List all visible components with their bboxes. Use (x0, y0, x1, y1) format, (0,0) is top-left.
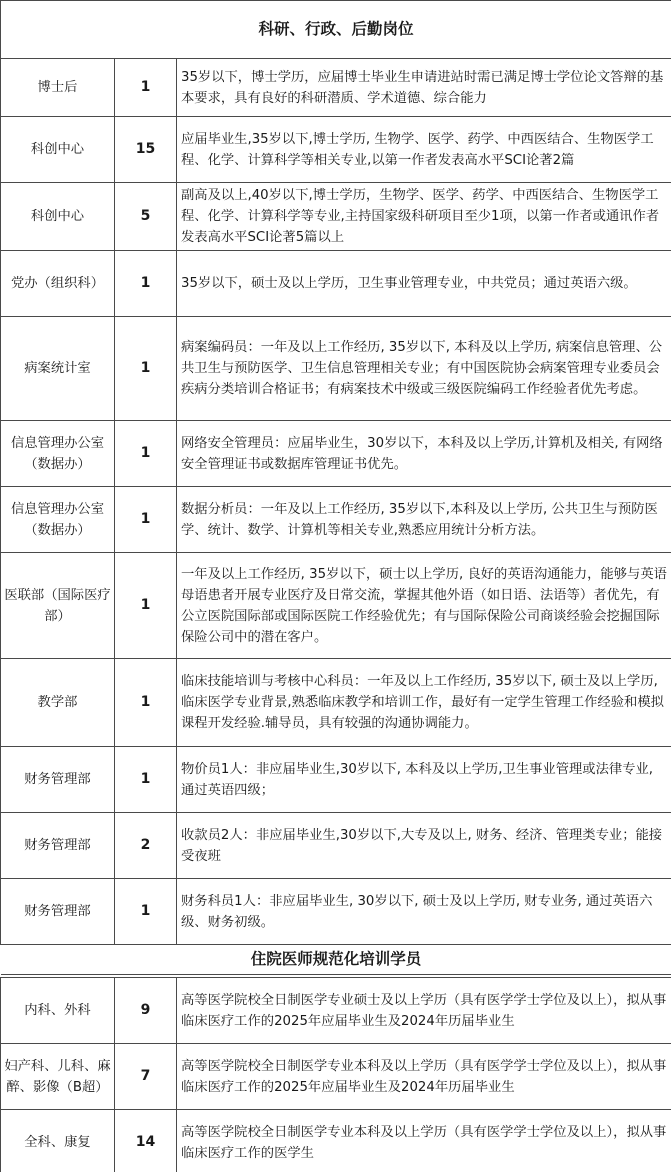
table-row (1, 879, 671, 945)
department-cell: 病案统计室 (1, 317, 115, 421)
department-cell: 妇产科、儿科、麻醉、影像（B超） (1, 1044, 115, 1110)
table-row (1, 747, 671, 813)
table-row (1, 1044, 671, 1110)
department-cell: 财务管理部 (1, 879, 115, 945)
count-cell: 2 (115, 813, 177, 879)
requirement-cell: 网络安全管理员：应届毕业生，30岁以下，本科及以上学历,计算机及相关, 有网络安全管理证书或数据库管理证书优先。 (177, 421, 671, 487)
department-cell: 医联部（国际医疗部） (1, 553, 115, 659)
count-cell: 1 (115, 553, 177, 659)
requirement-cell: 35岁以下，博士学历，应届博士毕业生申请进站时需已满足博士学位论文答辩的基本要求，具有良好的科研潜质、学术道德、综合能力 (177, 59, 671, 117)
section-title: 住院医师规范化培训学员 (1, 945, 671, 975)
department-cell: 博士后 (1, 59, 115, 117)
department-cell: 财务管理部 (1, 813, 115, 879)
table-row (1, 813, 671, 879)
department-cell: 科创中心 (1, 117, 115, 183)
table-row (1, 978, 671, 1044)
department-cell: 财务管理部 (1, 747, 115, 813)
count-cell: 1 (115, 59, 177, 117)
section-header-row (1, 945, 671, 975)
table-row (1, 553, 671, 659)
requirement-cell: 收款员2人：非应届毕业生,30岁以下,大专及以上, 财务、经济、管理类专业；能接受夜班 (177, 813, 671, 879)
table-row (1, 59, 671, 117)
count-cell: 1 (115, 317, 177, 421)
table-row (1, 117, 671, 183)
table-row (1, 659, 671, 747)
count-cell: 14 (115, 1110, 177, 1172)
section-title: 科研、行政、后勤岗位 (1, 1, 671, 59)
table-row (1, 1110, 671, 1172)
department-cell: 信息管理办公室（数据办） (1, 421, 115, 487)
requirement-cell: 物价员1人：非应届毕业生,30岁以下, 本科及以上学历,卫生事业管理或法律专业, 通过英语四级； (177, 747, 671, 813)
count-cell: 9 (115, 978, 177, 1044)
requirement-cell: 临床技能培训与考核中心科员：一年及以上工作经历, 35岁以下, 硕士及以上学历, 临床医学专业背景,熟悉临床教学和培训工作，最好有一定学生管理工作经验和模拟课程开发经验.辅导员，具有较强的沟通协调能力。 (177, 659, 671, 747)
requirement-cell: 副高及以上,40岁以下,博士学历，生物学、医学、药学、中西医结合、生物医学工程、化学、计算科学等专业,主持国家级科研项目至少1项，以第一作者或通讯作者发表高水平SCI论著5篇以上 (177, 183, 671, 251)
table-row (1, 317, 671, 421)
count-cell: 1 (115, 487, 177, 553)
department-cell: 信息管理办公室（数据办） (1, 487, 115, 553)
count-cell: 7 (115, 1044, 177, 1110)
count-cell: 5 (115, 183, 177, 251)
table-row (1, 251, 671, 317)
count-cell: 1 (115, 879, 177, 945)
count-cell: 1 (115, 747, 177, 813)
table-row (1, 487, 671, 553)
requirement-cell: 高等医学院校全日制医学专业硕士及以上学历（具有医学学士学位及以上），拟从事临床医疗工作的2025年应届毕业生及2024年历届毕业生 (177, 978, 671, 1044)
department-cell: 全科、康复 (1, 1110, 115, 1172)
requirement-cell: 35岁以下，硕士及以上学历，卫生事业管理专业，中共党员；通过英语六级。 (177, 251, 671, 317)
department-cell: 科创中心 (1, 183, 115, 251)
requirement-cell: 一年及以上工作经历, 35岁以下，硕士以上学历, 良好的英语沟通能力，能够与英语母语患者开展专业医疗及日常交流，掌握其他外语（如日语、法语等）者优先，有公立医院国际部或国际医院工作经验优先；有与国际保险公司商谈经验会挖掘国际保险公司中的潜在客户。 (177, 553, 671, 659)
department-cell: 内科、外科 (1, 978, 115, 1044)
table-row (1, 183, 671, 251)
department-cell: 党办（组织科） (1, 251, 115, 317)
table-row (1, 421, 671, 487)
requirement-cell: 应届毕业生,35岁以下,博士学历, 生物学、医学、药学、中西医结合、生物医学工程、化学、计算科学等相关专业,以第一作者发表高水平SCI论著2篇 (177, 117, 671, 183)
requirement-cell: 财务科员1人：非应届毕业生, 30岁以下, 硕士及以上学历, 财专业务, 通过英语六级、财务初级。 (177, 879, 671, 945)
requirement-cell: 高等医学院校全日制医学专业本科及以上学历（具有医学学士学位及以上），拟从事临床医疗工作的医学生 (177, 1110, 671, 1172)
count-cell: 1 (115, 421, 177, 487)
requirement-cell: 高等医学院校全日制医学专业本科及以上学历（具有医学学士学位及以上），拟从事临床医疗工作的2025年应届毕业生及2024年历届毕业生 (177, 1044, 671, 1110)
count-cell: 15 (115, 117, 177, 183)
count-cell: 1 (115, 251, 177, 317)
department-cell: 教学部 (1, 659, 115, 747)
count-cell: 1 (115, 659, 177, 747)
requirement-cell: 病案编码员：一年及以上工作经历, 35岁以下, 本科及以上学历, 病案信息管理、公共卫生与预防医学、卫生信息管理相关专业；有中国医院协会病案管理专业委员会疾病分类培训合格证书；有病案技术中级或三级医院编码工作经验者优先考虑。 (177, 317, 671, 421)
requirement-cell: 数据分析员：一年及以上工作经历, 35岁以下,本科及以上学历, 公共卫生与预防医学、统计、数学、计算机等相关专业,熟悉应用统计分析方法。 (177, 487, 671, 553)
section-header-row (1, 1, 671, 59)
